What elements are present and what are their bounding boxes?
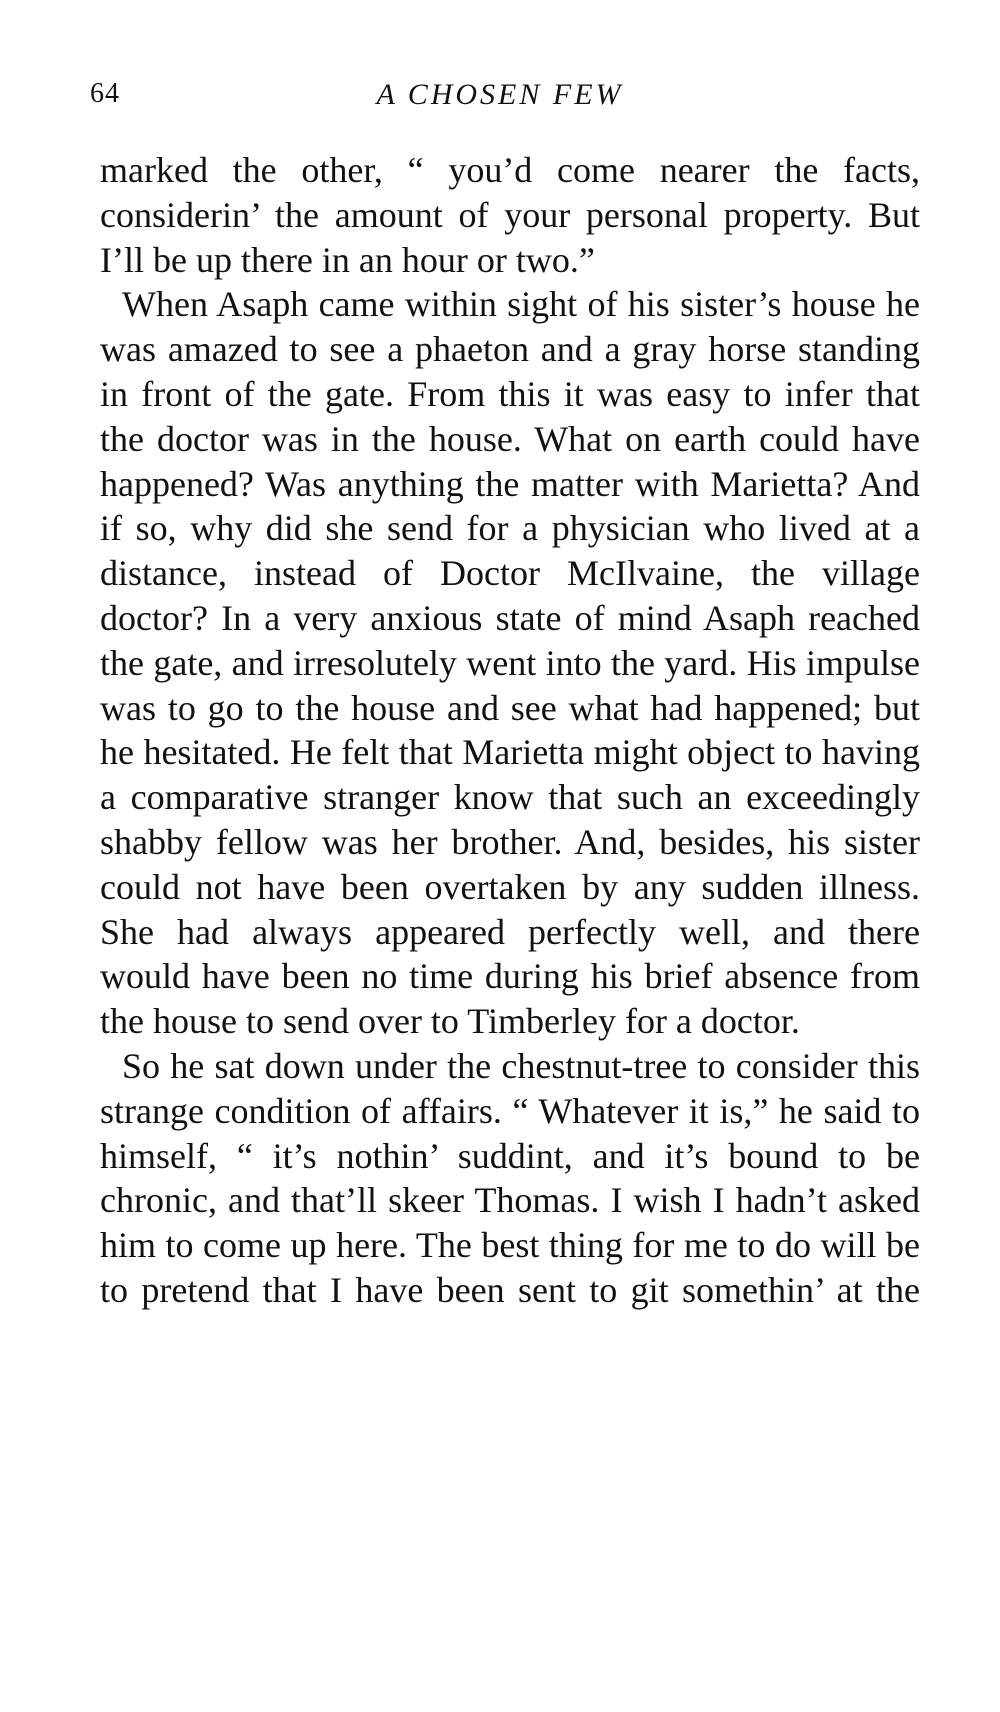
running-head — [90, 78, 910, 118]
book-title: A CHOSEN FEW — [376, 78, 624, 111]
page-number: 64 — [90, 78, 120, 109]
paragraph-3: So he sat down under the chestnut-tree to consider this strange condition of affairs. “ Whatever it is,” he said to himself, “ it’s nothin’ suddint, and it’s bound to be chronic, and that’ll skeer Thomas. I wish I hadn’t asked him to come up here. The best thing for me to do will be to pretend that I have been sent to git somethin’ at the — [100, 1045, 920, 1310]
paragraph-2: When Asaph came within sight of his sister’s house he was amazed to see a phaeton and a gray horse standing in front of the gate. From this it was easy to infer that the doctor was in the house. What on earth could have happened? Was anything the matter with Marietta? And if so, why did she send for a physician who lived at a distance, instead of Doctor McIlvaine, the village doctor? In a very anxious state of mind Asaph reached the gate, and irresolutely went into the yard. His impulse was to go to the house and see what had happened; but he hesitated. He felt that Marietta might object to having a comparative stranger know that such an exceedingly shabby fellow was her brother. And, besides, his sister could not have been overtaken by any sudden illness. She had always appeared perfectly well, and there would have been no time during his brief absence from the house to send over to Timberley for a doctor. — [100, 284, 920, 1042]
paragraph-1: marked the other, “ you’d come nearer the facts, considerin’ the amount of your personal property. But I’ll be up there in an hour or two.” — [100, 150, 920, 280]
body-text — [100, 148, 920, 1313]
